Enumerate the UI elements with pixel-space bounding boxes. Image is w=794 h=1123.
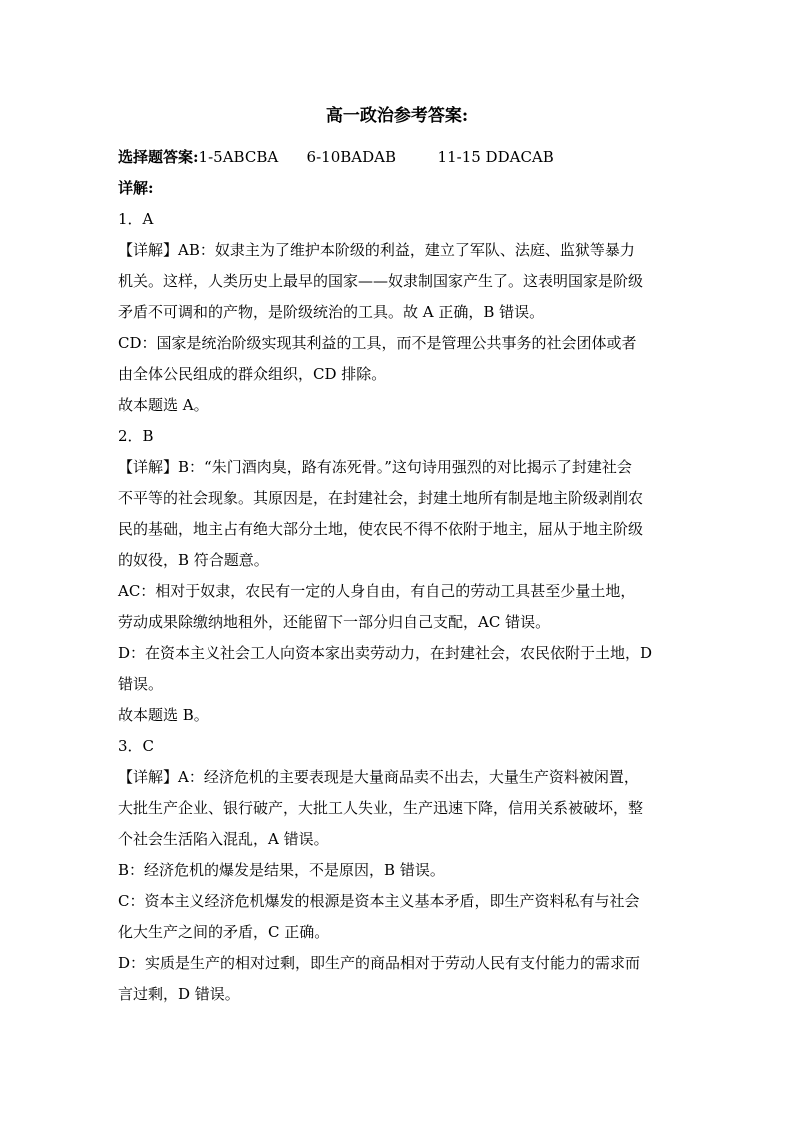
question-2-line: 不平等的社会现象。其原因是，在封建社会，封建土地所有制是地主阶级剥削农	[118, 489, 644, 507]
question-3-line: 化大生产之间的矛盾，C 正确。	[118, 923, 330, 941]
question-2-line: 错误。	[118, 675, 164, 693]
answer-group-1: 1-5ABCBA	[198, 148, 279, 166]
question-3-line: B：经济危机的爆发是结果，不是原因，B 错误。	[118, 861, 445, 879]
question-1-line: 矛盾不可调和的产物，是阶级统治的工具。故 A 正确，B 错误。	[118, 303, 545, 321]
answer-group-3: 11-15 DDACAB	[437, 148, 554, 166]
question-2-line: 劳动成果除缴纳地租外，还能留下一部分归自己支配，AC 错误。	[118, 613, 551, 631]
question-2-line: D：在资本主义社会工人向资本家出卖劳动力，在封建社会，农民依附于土地，D	[118, 644, 653, 662]
question-3-line: C：资本主义经济危机爆发的根源是资本主义基本矛盾，即生产资料私有与社会	[118, 892, 640, 910]
question-3-line: D：实质是生产的相对过剩，即生产的商品相对于劳动人民有支付能力的需求而	[118, 954, 641, 972]
question-2-line: AC：相对于奴隶，农民有一定的人身自由，有自己的劳动工具甚至少量土地，	[118, 582, 636, 600]
question-2-line: 故本题选 B。	[118, 706, 209, 724]
answer-key-label: 选择题答案:	[118, 148, 199, 166]
question-3-line: 【详解】A：经济危机的主要表现是大量商品卖不出去，大量生产资料被闲置，	[118, 768, 639, 786]
question-3-line: 大批生产企业、银行破产，大批工人失业，生产迅速下降，信用关系被破坏，整	[118, 799, 644, 817]
question-2-line: 的奴役，B 符合题意。	[118, 551, 269, 569]
question-2-number: 2．B	[118, 427, 154, 445]
question-3-line: 个社会生活陷入混乱，A 错误。	[118, 830, 329, 848]
question-1-line: 故本题选 A。	[118, 396, 209, 414]
answer-group-2: 6-10BADAB	[306, 148, 396, 166]
question-1-line: 由全体公民组成的群众组织，CD 排除。	[118, 365, 387, 383]
document-body	[118, 142, 688, 1010]
question-3-number: 3．C	[118, 737, 155, 755]
explanation-heading: 详解:	[118, 179, 154, 197]
question-2-line: 民的基础，地主占有绝大部分土地，使农民不得不依附于地主，屈从于地主阶级	[118, 520, 644, 538]
question-3-line: 言过剩，D 错误。	[118, 985, 240, 1003]
answer-key-line	[118, 142, 688, 173]
question-2-line: 【详解】B：“朱门酒肉臭，路有冻死骨。”这句诗用强烈的对比揭示了封建社会	[118, 458, 632, 476]
question-1-number: 1．A	[118, 210, 154, 228]
question-1-line: 机关。这样，人类历史上最早的国家——奴隶制国家产生了。这表明国家是阶级	[118, 272, 644, 290]
question-1-line: CD：国家是统治阶级实现其利益的工具，而不是管理公共事务的社会团体或者	[118, 334, 637, 352]
question-1-line: 【详解】AB：奴隶主为了维护本阶级的利益，建立了军队、法庭、监狱等暴力	[118, 241, 635, 259]
page-title: 高一政治参考答案:	[325, 106, 469, 126]
